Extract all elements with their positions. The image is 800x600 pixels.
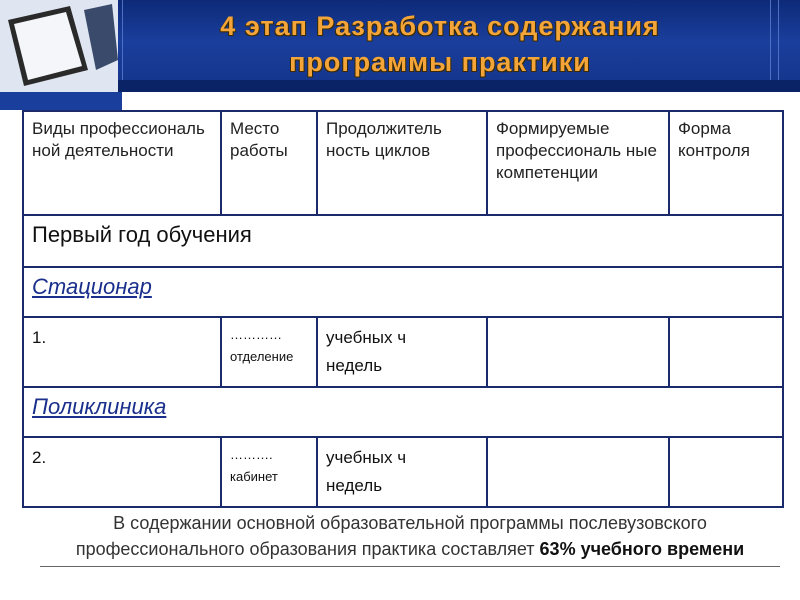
divider	[122, 0, 123, 80]
place-cell	[221, 317, 317, 387]
empty-cell	[487, 317, 669, 387]
table-row	[23, 215, 783, 267]
duration-weeks: недель	[326, 356, 383, 375]
sidebar-strip	[0, 92, 122, 110]
header-cell: Формируемые профессиональ ные компетенции	[487, 111, 669, 215]
table-header-row	[23, 111, 783, 215]
header-cell: Виды профессиональ ной деятельности	[23, 111, 221, 215]
place-cell	[221, 437, 317, 507]
table-row	[23, 267, 783, 317]
divider	[40, 566, 780, 567]
footnote-highlight: 63% учебного времени	[539, 539, 745, 559]
section-clinic: Поликлиника	[23, 387, 783, 437]
title-line-1: 4 этап Разработка содержания	[220, 11, 660, 41]
title-line-2: программы практики	[289, 47, 591, 77]
place-dots: …………	[230, 327, 282, 342]
monitor-icon	[0, 0, 118, 92]
duration-weeks: недель	[326, 476, 383, 495]
footnote	[40, 510, 780, 562]
section-stationary: Стационар	[23, 267, 783, 317]
footnote-text: В содержании основной образовательной программы послевузовского профессионального образования практика составляет	[75, 513, 707, 559]
header-cell: Форма контроля	[669, 111, 783, 215]
slide-title	[125, 8, 755, 80]
practice-program-table	[22, 110, 784, 508]
duration-hours: учебных ч	[326, 328, 407, 347]
divider	[778, 0, 779, 80]
table-row	[23, 317, 783, 387]
place-dots: ……….	[230, 447, 273, 462]
duration-cell	[317, 317, 487, 387]
place-label: кабинет	[230, 469, 278, 484]
duration-hours: учебных ч	[326, 448, 407, 467]
header-cell: Место работы	[221, 111, 317, 215]
row-number: 1.	[23, 317, 221, 387]
header-cell: Продолжитель ность циклов	[317, 111, 487, 215]
row-number: 2.	[23, 437, 221, 507]
empty-cell	[487, 437, 669, 507]
table-row	[23, 437, 783, 507]
header-accent	[0, 80, 800, 92]
empty-cell	[669, 317, 783, 387]
table-row	[23, 387, 783, 437]
year-label: Первый год обучения	[23, 215, 783, 267]
divider	[770, 0, 771, 80]
duration-cell	[317, 437, 487, 507]
place-label: отделение	[230, 349, 294, 364]
monitor-illustration	[0, 0, 118, 92]
empty-cell	[669, 437, 783, 507]
